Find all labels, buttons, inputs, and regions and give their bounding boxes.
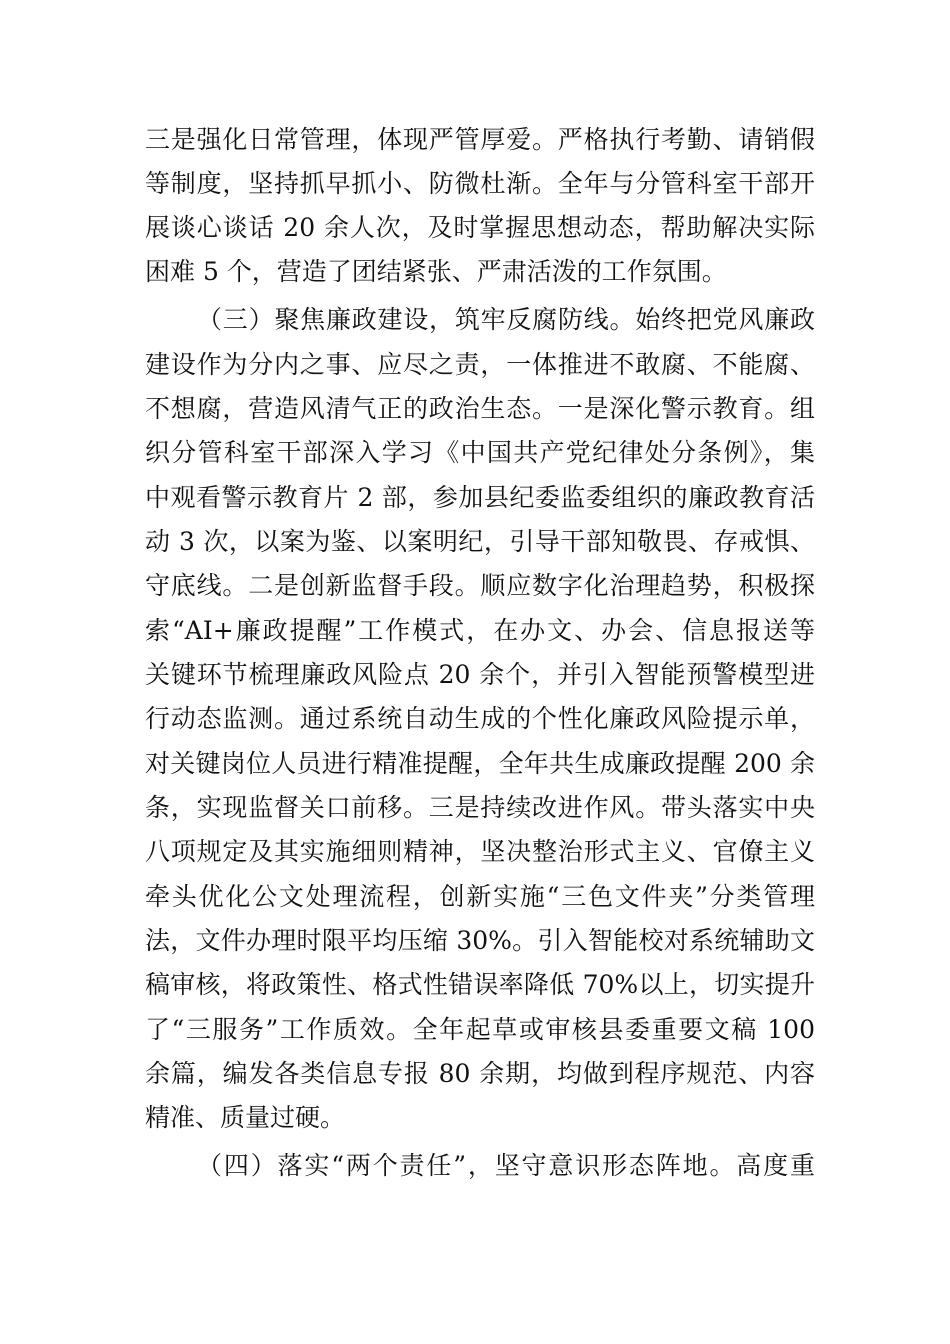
paragraph-line: 守底线。二是创新监督手段。顺应数字化治理趋势，积极探 xyxy=(145,571,815,600)
paragraph-line: 余篇，编发各类信息专报 80 余期，均做到程序规范、内容 xyxy=(145,1059,815,1088)
paragraph-line: 八项规定及其实施细则精神，坚决整治形式主义、官僚主义 xyxy=(145,837,815,866)
paragraph-line: 行动态监测。通过系统自动生成的个性化廉政风险提示单， xyxy=(145,704,815,733)
paragraph-line: 困难 5 个，营造了团结紧张、严肃活泼的工作氛围。 xyxy=(145,257,727,286)
paragraph-line: 等制度，坚持抓早抓小、防微杜渐。全年与分管科室干部开 xyxy=(145,169,815,198)
paragraph-line: 三是强化日常管理，体现严管厚爱。严格执行考勤、请销假 xyxy=(145,125,815,154)
section-heading-line: （四）落实“两个责任”，坚守意识形态阵地。高度重 xyxy=(197,1151,815,1180)
paragraph-line: 织分管科室干部深入学习《中国共产党纪律处分条例》，集 xyxy=(145,438,815,467)
paragraph-line: 建设作为分内之事、应尽之责，一体推进不敢腐、不能腐、 xyxy=(145,350,815,379)
paragraph-line: 牵头优化公文处理流程，创新实施“三色文件夹”分类管理 xyxy=(145,882,815,911)
paragraph-line: 动 3 次，以案为鉴、以案明纪，引导干部知敬畏、存戒惧、 xyxy=(145,527,815,556)
paragraph-line: 对关键岗位人员进行精准提醒，全年共生成廉政提醒 200 余 xyxy=(145,749,815,778)
paragraph-line: 精准、质量过硬。 xyxy=(145,1103,346,1132)
section-heading-line: （三）聚焦廉政建设，筑牢反腐防线。始终把党风廉政 xyxy=(197,305,815,334)
paragraph-line: 中观看警示教育片 2 部，参加县纪委监委组织的廉政教育活 xyxy=(145,483,815,512)
paragraph-line: 不想腐，营造风清气正的政治生态。一是深化警示教育。组 xyxy=(145,394,815,423)
paragraph-line: 展谈心谈话 20 余人次，及时掌握思想动态，帮助解决实际 xyxy=(145,213,815,242)
paragraph-line: 稿审核，将政策性、格式性错误率降低 70%以上，切实提升 xyxy=(145,970,815,999)
paragraph-line: 条，实现监督关口前移。三是持续改进作风。带头落实中央 xyxy=(145,793,815,822)
paragraph-line: 法，文件办理时限平均压缩 30%。引入智能校对系统辅助文 xyxy=(145,926,815,955)
paragraph-line: 了“三服务”工作质效。全年起草或审核县委重要文稿 100 xyxy=(145,1015,815,1044)
paragraph-line: 关键环节梳理廉政风险点 20 余个，并引入智能预警模型进 xyxy=(145,660,815,689)
paragraph-line: 索“AI+廉政提醒”工作模式，在办文、办会、信息报送等 xyxy=(145,616,815,645)
